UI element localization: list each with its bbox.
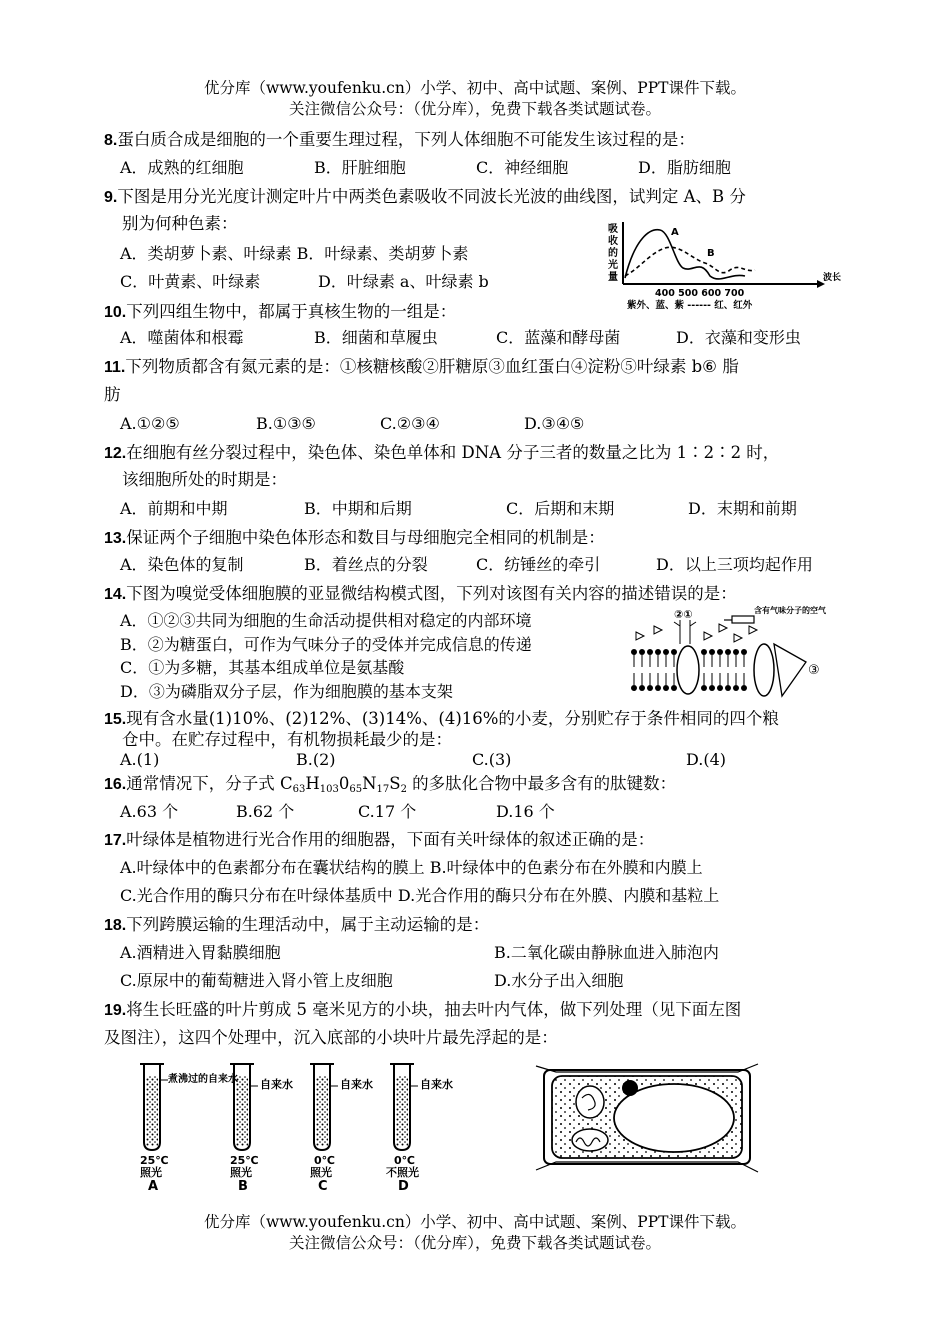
q8-option-b: B．肝脏细胞	[314, 158, 406, 177]
q17-options-cd: C.光合作用的酶只分布在叶绿体基质中 D.光合作用的酶只分布在外膜、内膜和基粒上	[120, 886, 720, 905]
q14-option-a: A．①②③共同为细胞的生命活动提供相对稳定的内部环境	[120, 611, 532, 630]
tube-b-light: 照光	[230, 1166, 252, 1179]
question-16-stem	[104, 774, 676, 800]
question-text: 下图是用分光光度计测定叶片中两类色素吸收不同波长光波的曲线图，试判定 A、B 分	[117, 187, 746, 206]
membrane-figure	[624, 604, 854, 704]
question-8-stem	[104, 130, 695, 151]
question-text: 蛋白质合成是细胞的一个重要生理过程，下列人体细胞不可能发生该过程的是：	[117, 130, 695, 149]
q16-option-d: D.16 个	[496, 802, 555, 821]
curve-a-label: A	[671, 227, 679, 238]
ylabel-char: 的	[608, 248, 618, 259]
mark-3: ③	[808, 663, 820, 678]
q9-option-d: D．叶绿素 a、叶绿素 b	[318, 272, 489, 291]
curve-b-label: B	[707, 248, 715, 259]
question-15-stem	[104, 709, 779, 730]
tube-d	[390, 1064, 414, 1150]
q13-option-c: C．纺锤丝的牵引	[476, 555, 601, 574]
tube-c-temp: 0℃	[314, 1154, 335, 1167]
q11-option-a: A.①②⑤	[120, 414, 180, 433]
q13-option-d: D．以上三项均起作用	[656, 555, 813, 574]
question-12-stem	[104, 443, 779, 464]
question-13-stem	[104, 528, 605, 549]
q9-options-ab: A．类胡萝卜素、叶绿素 B．叶绿素、类胡萝卜素	[120, 244, 469, 263]
chloroplast	[576, 1086, 604, 1118]
q11-option-d: D.③④⑤	[524, 414, 585, 433]
q8-option-a: A．成熟的红细胞	[120, 158, 244, 177]
q16-option-a: A.63 个	[120, 802, 179, 821]
tube-b-letter: B	[238, 1179, 248, 1194]
bilayer-pointer	[774, 644, 806, 696]
header-line-2: 关注微信公众号：（优分库），免费下载各类试题试卷。	[288, 100, 661, 118]
question-number: 15.	[104, 711, 127, 728]
question-text: 下列跨膜运输的生理活动中，属于主动运输的是：	[126, 915, 490, 934]
question-number: 17.	[104, 832, 127, 849]
q18-option-c: C.原尿中的葡萄糖进入肾小管上皮细胞	[120, 971, 393, 990]
tube-d-light: 不照光	[386, 1166, 419, 1179]
question-text: 下列物质都含有氮元素的是：①核糖核酸②肝糖原③血红蛋白④淀粉⑤叶绿素 b⑥ 脂	[125, 357, 739, 376]
question-number: 11.	[104, 359, 126, 376]
q8-option-c: C．神经细胞	[476, 158, 569, 177]
q14-option-b: B．②为糖蛋白，可作为气味分子的受体并完成信息的传递	[120, 635, 532, 654]
formula-sub: 103	[319, 784, 339, 795]
q12-option-a: A．前期和中期	[120, 499, 228, 518]
q11-option-c: C.②③④	[380, 414, 440, 433]
question-number: 18.	[104, 917, 127, 934]
protein	[754, 644, 774, 696]
q17-options-ab: A.叶绿体中的色素都分布在囊状结构的膜上 B.叶绿体中的色素分布在外膜和内膜上	[120, 858, 703, 877]
question-18-stem	[104, 915, 489, 936]
question-9-stem	[104, 187, 746, 208]
test-tubes-figure	[136, 1058, 476, 1198]
question-text: 现有含水量(1)10%、(2)12%、(3)14%、(4)16%的小麦，分别贮存于条件相同的四个粮	[126, 709, 779, 728]
tube-a-letter: A	[148, 1179, 159, 1194]
tube-a-temp: 25℃	[140, 1154, 169, 1167]
air-source	[732, 616, 754, 623]
q13-option-b: B．着丝点的分裂	[304, 555, 428, 574]
formula-sub: 17	[376, 784, 390, 795]
q14-option-d: D．③为磷脂双分子层，作为细胞膜的基本支架	[120, 682, 453, 701]
header-line-1: 优分库（www.youfenku.cn）小学、初中、高中试题、案例、PPT课件下载。	[203, 79, 747, 97]
question-text: 保证两个子细胞中染色体形态和数目与母细胞完全相同的机制是：	[126, 528, 605, 547]
nucleus	[622, 1080, 638, 1096]
question-14-stem	[104, 584, 737, 605]
tube-d-letter: D	[398, 1179, 409, 1194]
x-colors: 紫外、蓝、紫 ------ 红、红外	[627, 300, 753, 310]
question-15-stem-cont: 仓中。在贮存过程中，有机物损耗最少的是：	[122, 730, 452, 749]
question-10-stem	[104, 302, 456, 323]
q10-option-b: B．细菌和草履虫	[314, 328, 438, 347]
question-text: 在细胞有丝分裂过程中，染色体、染色单体和 DNA 分子三者的数量之比为 1∶2∶2 时，	[126, 443, 780, 462]
q8-option-d: D．脂肪细胞	[638, 158, 731, 177]
tube-d-temp: 0℃	[394, 1154, 415, 1167]
formula-sub: 2	[400, 784, 407, 795]
question-text: 将生长旺盛的叶片剪成 5 毫米见方的小块，抽去叶内气体，做下列处理（见下面左图	[126, 1000, 742, 1019]
tube-c-letter: C	[318, 1179, 328, 1194]
ylabel-char: 收	[608, 236, 618, 247]
q18-option-a: A.酒精进入胃黏膜细胞	[120, 943, 281, 962]
question-text: 下列四组生物中，都属于真核生物的一组是：	[126, 302, 457, 321]
formula-post: 的多肽化合物中最多含有的肽键数：	[406, 774, 677, 793]
question-number: 12.	[104, 445, 127, 462]
footer-line-2: 关注微信公众号：（优分库），免费下载各类试题试卷。	[288, 1234, 661, 1252]
question-number: 10.	[104, 304, 127, 321]
odor-air-label: 含有气味分子的空气	[754, 606, 826, 615]
tube-c-light: 照光	[310, 1166, 332, 1179]
tube-a-label: 煮沸过的自来水	[168, 1074, 238, 1085]
q12-option-c: C．后期和末期	[506, 499, 615, 518]
formula-el: N	[362, 774, 377, 793]
question-text: 叶绿体是植物进行光合作用的细胞器，下面有关叶绿体的叙述正确的是：	[126, 830, 655, 849]
q10-option-a: A．噬菌体和根霉	[120, 328, 244, 347]
formula-pre: 通常情况下，分子式 C	[126, 774, 293, 793]
formula-sub: 63	[292, 784, 306, 795]
q16-option-c: C.17 个	[358, 802, 417, 821]
q15-option-d: D.(4)	[686, 750, 727, 769]
xlabel: 波长	[823, 273, 842, 283]
footer-line-1: 优分库（www.youfenku.cn）小学、初中、高中试题、案例、PPT课件下载。	[203, 1213, 747, 1231]
question-12-stem-cont: 该细胞所处的时期是：	[122, 470, 287, 489]
ylabel-char: 光	[608, 260, 618, 271]
q14-option-c: C．①为多糖，其基本组成单位是氨基酸	[120, 658, 405, 677]
q18-option-b: B.二氧化碳由静脉血进入肺泡内	[494, 943, 719, 962]
tube-b-temp: 25℃	[230, 1154, 259, 1167]
question-9-stem-cont: 别为何种色素：	[122, 214, 238, 233]
absorption-spectrum-figure	[605, 218, 850, 310]
q15-option-a: A.(1)	[120, 750, 160, 769]
q10-option-d: D．衣藻和变形虫	[676, 328, 801, 347]
question-number: 14.	[104, 586, 127, 603]
marks-1-2: ②①	[674, 608, 693, 621]
question-17-stem	[104, 830, 654, 851]
q18-option-d: D.水分子出入细胞	[494, 971, 624, 990]
q11-option-b: B.①③⑤	[256, 414, 316, 433]
question-number: 9.	[104, 189, 118, 206]
ylabel-char: 吸	[608, 224, 618, 235]
question-number: 19.	[104, 1002, 127, 1019]
question-11-stem	[104, 357, 739, 378]
curve-a	[625, 230, 745, 279]
formula-el: 0	[338, 774, 350, 793]
q9-option-c: C．叶黄素、叶绿素	[120, 272, 261, 291]
q13-option-a: A．染色体的复制	[120, 555, 244, 574]
x-ticks: 400 500 600 700	[655, 288, 745, 299]
q12-option-b: B．中期和后期	[304, 499, 412, 518]
q10-option-c: C．蓝藻和酵母菌	[496, 328, 621, 347]
curve-b	[625, 247, 755, 276]
tube-c-label: 自来水	[340, 1078, 373, 1091]
question-number: 16.	[104, 776, 127, 793]
formula-el: H	[305, 774, 320, 793]
question-19-stem-cont: 及图注），这四个处理中，沉入底部的小块叶片最先浮起的是：	[104, 1028, 558, 1047]
q12-option-d: D．末期和前期	[688, 499, 797, 518]
formula-el: S	[389, 774, 401, 793]
ylabel-char: 量	[608, 272, 618, 283]
protein-channel	[677, 646, 699, 694]
q15-option-c: C.(3)	[472, 750, 512, 769]
question-text: 下图为嗅觉受体细胞膜的亚显微结构模式图，下列对该图有关内容的描述错误的是：	[126, 584, 737, 603]
question-number: 8.	[104, 132, 118, 149]
question-11-stem-cont: 肪	[104, 385, 121, 404]
question-19-stem	[104, 1000, 741, 1021]
tube-a-light: 照光	[140, 1166, 162, 1179]
tube-b-label: 自来水	[260, 1078, 293, 1091]
tube-c	[310, 1064, 334, 1150]
q16-option-b: B.62 个	[236, 802, 295, 821]
question-number: 13.	[104, 530, 127, 547]
tube-d-label: 自来水	[420, 1078, 453, 1091]
formula-sub: 65	[349, 784, 363, 795]
q15-option-b: B.(2)	[296, 750, 336, 769]
tube-a	[140, 1064, 164, 1150]
plant-cell-figure	[532, 1058, 762, 1178]
